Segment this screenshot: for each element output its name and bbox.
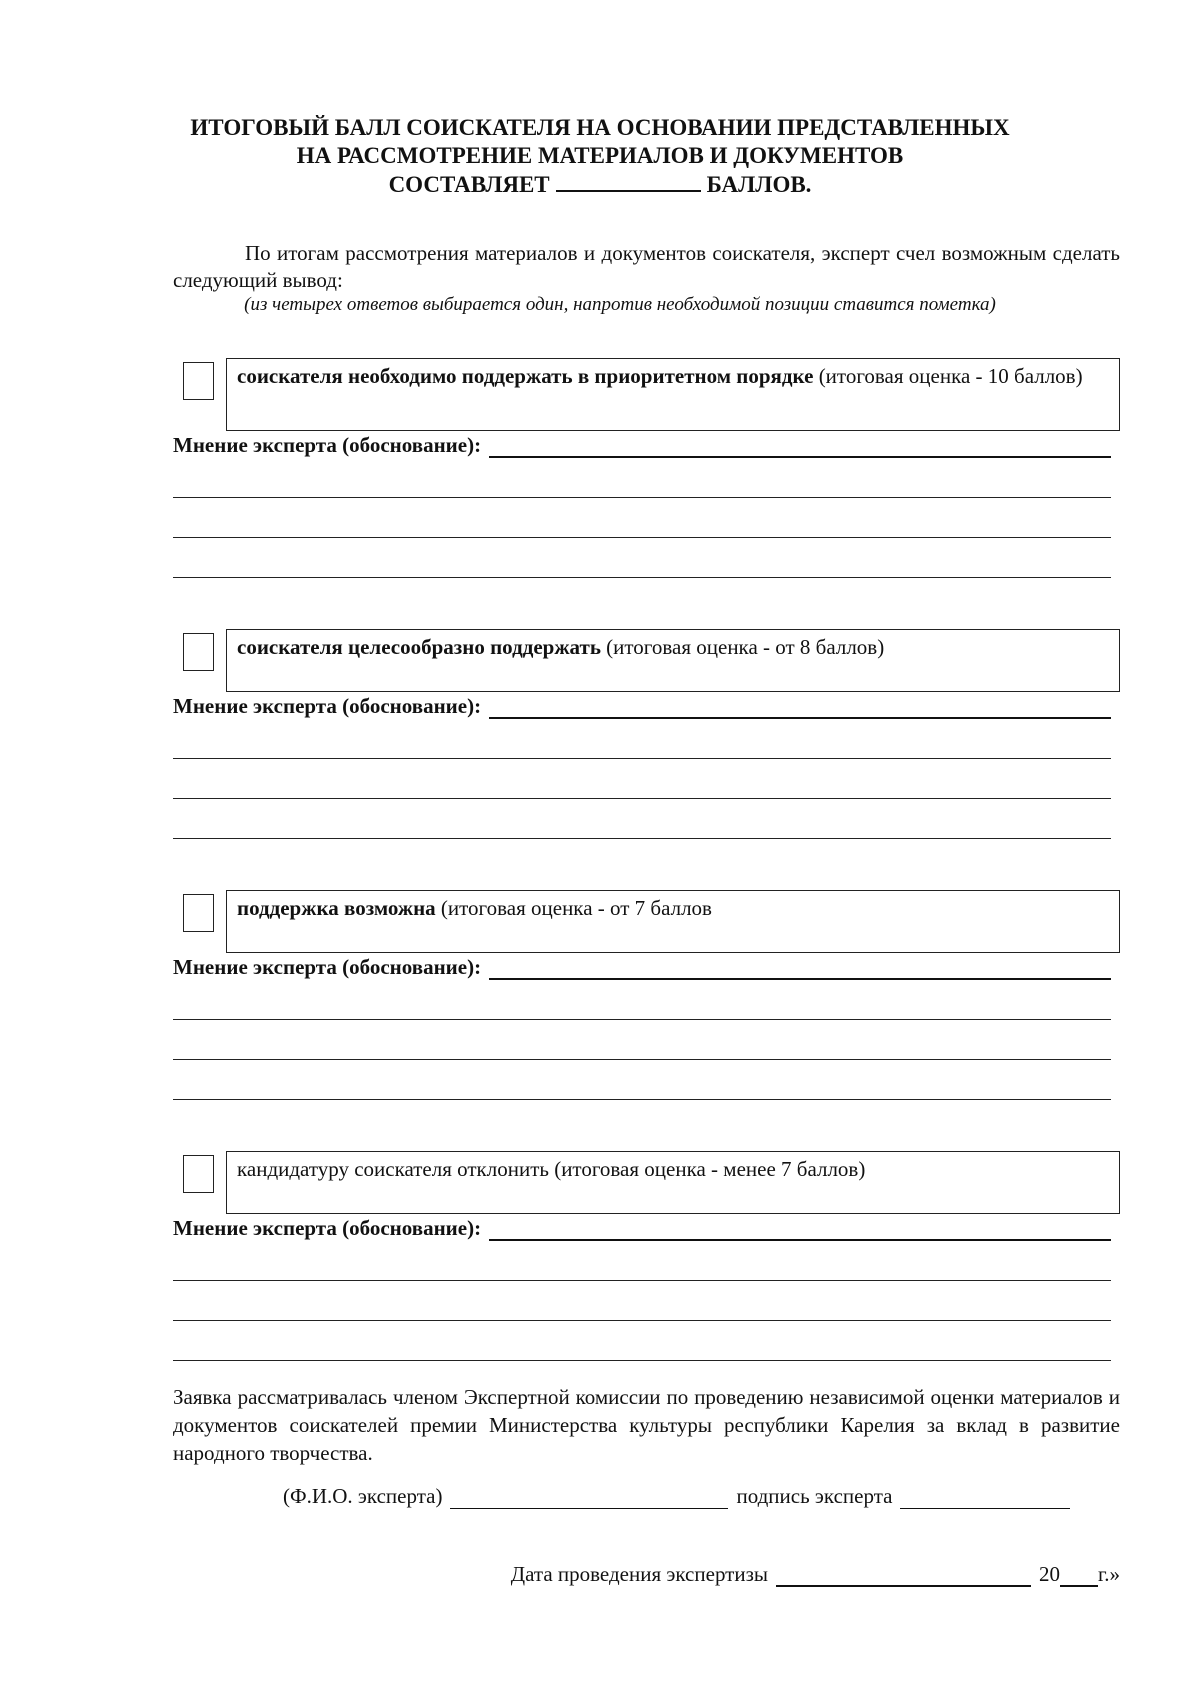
option-3-bold-text: поддержка возможна: [237, 896, 436, 920]
option-2-checkbox[interactable]: [183, 633, 214, 671]
option-1-bold-text: соискателя необходимо поддержать в приоритетном порядке: [237, 364, 814, 388]
option-1-checkbox[interactable]: [183, 362, 214, 400]
option-2-opinion-field[interactable]: [489, 697, 1111, 719]
expert-signature-label: подпись эксперта: [736, 1484, 893, 1508]
expert-signature-field[interactable]: [900, 1488, 1070, 1509]
option-4-text: кандидатуру соискателя отклонить (итоговая оценка - менее 7 баллов): [237, 1157, 866, 1181]
option-3-opinion-row: [173, 955, 1111, 980]
year-prefix: 20: [1039, 1562, 1060, 1586]
document-title: [150, 114, 1050, 199]
option-2-opinion-row: [173, 694, 1111, 719]
option-2-opinion-label: Мнение эксперта (обоснование):: [173, 694, 482, 718]
option-2-line-3[interactable]: [173, 838, 1111, 839]
option-2-text: (итоговая оценка - от 8 баллов): [600, 635, 885, 659]
option-4-line-1[interactable]: [173, 1280, 1111, 1281]
total-score-field[interactable]: [556, 170, 701, 192]
option-2-line-1[interactable]: [173, 758, 1111, 759]
option-1-text: (итоговая оценка - 10 баллов): [813, 364, 1083, 388]
option-3-checkbox[interactable]: [183, 894, 214, 932]
option-1-line-1[interactable]: [173, 497, 1111, 498]
year-field[interactable]: [1060, 1565, 1098, 1587]
signature-row: [283, 1484, 1120, 1509]
option-4-opinion-row: [173, 1216, 1111, 1241]
title-line-2: НА РАССМОТРЕНИЕ МАТЕРИАЛОВ И ДОКУМЕНТОВ: [296, 143, 904, 168]
option-1-box: [226, 358, 1120, 431]
option-2-box: [226, 629, 1120, 692]
date-field[interactable]: [776, 1565, 1031, 1587]
date-label: Дата проведения экспертизы: [510, 1562, 768, 1586]
option-3-box: [226, 890, 1120, 953]
option-2-line-2[interactable]: [173, 798, 1111, 799]
expert-name-label: (Ф.И.О. эксперта): [283, 1484, 443, 1508]
option-1-opinion-field[interactable]: [489, 436, 1111, 458]
option-1-opinion-row: [173, 433, 1111, 458]
title-line-3-suffix: БАЛЛОВ.: [706, 172, 812, 197]
title-line-3-prefix: СОСТАВЛЯЕТ: [388, 172, 550, 197]
option-3-text: (итоговая оценка - от 7 баллов: [435, 896, 712, 920]
option-4-line-2[interactable]: [173, 1320, 1111, 1321]
option-4-line-3[interactable]: [173, 1360, 1111, 1361]
option-3-line-1[interactable]: [173, 1019, 1111, 1020]
option-3-line-3[interactable]: [173, 1099, 1111, 1100]
option-1-line-3[interactable]: [173, 577, 1111, 578]
option-3-opinion-field[interactable]: [489, 958, 1111, 980]
selection-hint: (из четырех ответов выбирается один, напротив необходимой позиции ставится пометка): [244, 294, 996, 315]
option-1-line-2[interactable]: [173, 537, 1111, 538]
option-4-box: [226, 1151, 1120, 1214]
option-2-bold-text: соискателя целесообразно поддержать: [237, 635, 601, 659]
expert-name-field[interactable]: [450, 1488, 728, 1509]
option-4-checkbox[interactable]: [183, 1155, 214, 1193]
option-4-opinion-label: Мнение эксперта (обоснование):: [173, 1216, 482, 1240]
option-4-opinion-field[interactable]: [489, 1219, 1111, 1241]
option-3-opinion-label: Мнение эксперта (обоснование):: [173, 955, 482, 979]
option-1-opinion-label: Мнение эксперта (обоснование):: [173, 433, 482, 457]
option-3-line-2[interactable]: [173, 1059, 1111, 1060]
title-line-3: [150, 170, 1050, 199]
intro-paragraph: По итогам рассмотрения материалов и документов соискателя, эксперт счел возможным сделать следующий вывод:: [173, 241, 1120, 292]
year-suffix: г.»: [1098, 1562, 1120, 1586]
date-row: [511, 1562, 1120, 1587]
commission-statement: Заявка рассматривалась членом Экспертной комиссии по проведению независимой оценки материалов и документов соискателей премии Министерства культуры республики Карелия за вклад в развитие народного творчества.: [173, 1385, 1120, 1465]
title-line-1: ИТОГОВЫЙ БАЛЛ СОИСКАТЕЛЯ НА ОСНОВАНИИ ПРЕДСТАВЛЕННЫХ: [190, 115, 1010, 140]
